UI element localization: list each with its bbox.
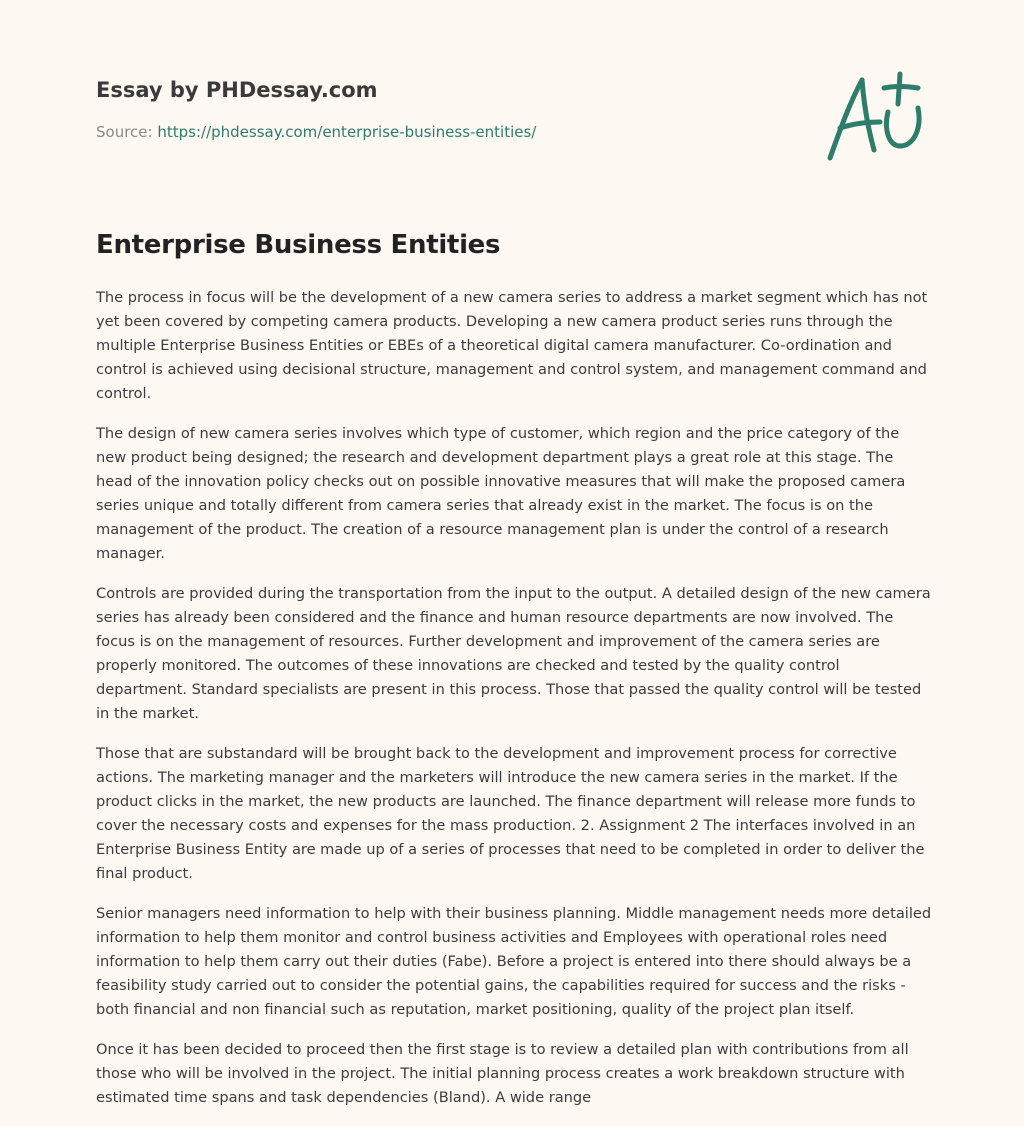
source-label: Source:: [96, 123, 153, 141]
essay-paragraph: Once it has been decided to proceed then the first stage is to review a detailed plan with contributions from all those who will be involved in the project. The initial planning process creates a work breakdown structure with estimated time spans and task dependencies (Bland). A wide range: [96, 1041, 909, 1106]
essay-title: Enterprise Business Entities: [96, 230, 501, 260]
essay-paragraph: Those that are substandard will be brought back to the development and improvement process for corrective actions. The marketing manager and the marketers will introduce the new camera series in the market. If the product clicks in the market, the new products are launched. The finance department will release more funds to cover the necessary costs and expenses for the mass production. 2. Assignment 2 The interfaces involved in an Enterprise Business Entity are made up of a series of processes that need to be completed in order to deliver the final product.: [96, 745, 925, 882]
essay-paragraph: Controls are provided during the transportation from the input to the output. A detailed design of the new camera series has already been considered and the finance and human resource departments are now involved. The focus is on the management of resources. Further development and improvement of the camera series are properly monitored. The outcomes of these innovations are checked and tested by the quality control department. Standard specialists are present in this process. Those that passed the quality control will be tested in the market.: [96, 585, 931, 722]
essay-content: [96, 226, 932, 1126]
essay-paragraph: The design of new camera series involves which type of customer, which region and the price category of the new product being designed; the research and development department plays a great role at this stage. The head of the innovation policy checks out on possible innovative measures that will make the proposed camera series unique and totally different from camera series that already exist in the market. The focus is on the management of the product. The creation of a resource management plan is under the control of a research manager.: [96, 425, 906, 562]
brand-title: Essay by PHDessay.com: [96, 78, 378, 102]
source-link[interactable]: https://phdessay.com/enterprise-business-entities/: [157, 123, 537, 141]
a-plus-logo-icon: [818, 66, 928, 166]
essay-header: [96, 76, 756, 142]
essay-paragraph: The process in focus will be the development of a new camera series to address a market segment which has not yet been covered by competing camera products. Developing a new camera product series runs through the multiple Enterprise Business Entities or EBEs of a theoretical digital camera manufacturer. Co-ordination and control is achieved using decisional structure, management and control system, and management command and control.: [96, 289, 928, 402]
source-line: [96, 122, 756, 142]
essay-paragraph: Senior managers need information to help with their business planning. Middle management needs more detailed information to help them monitor and control business activities and Employees with operational roles need information to help them carry out their duties (Fabe). Before a project is entered into there should always be a feasibility study carried out to consider the potential gains, the capabilities required for success and the risks - both financial and non financial such as reputation, market positioning, quality of the project plan itself.: [96, 905, 932, 1018]
